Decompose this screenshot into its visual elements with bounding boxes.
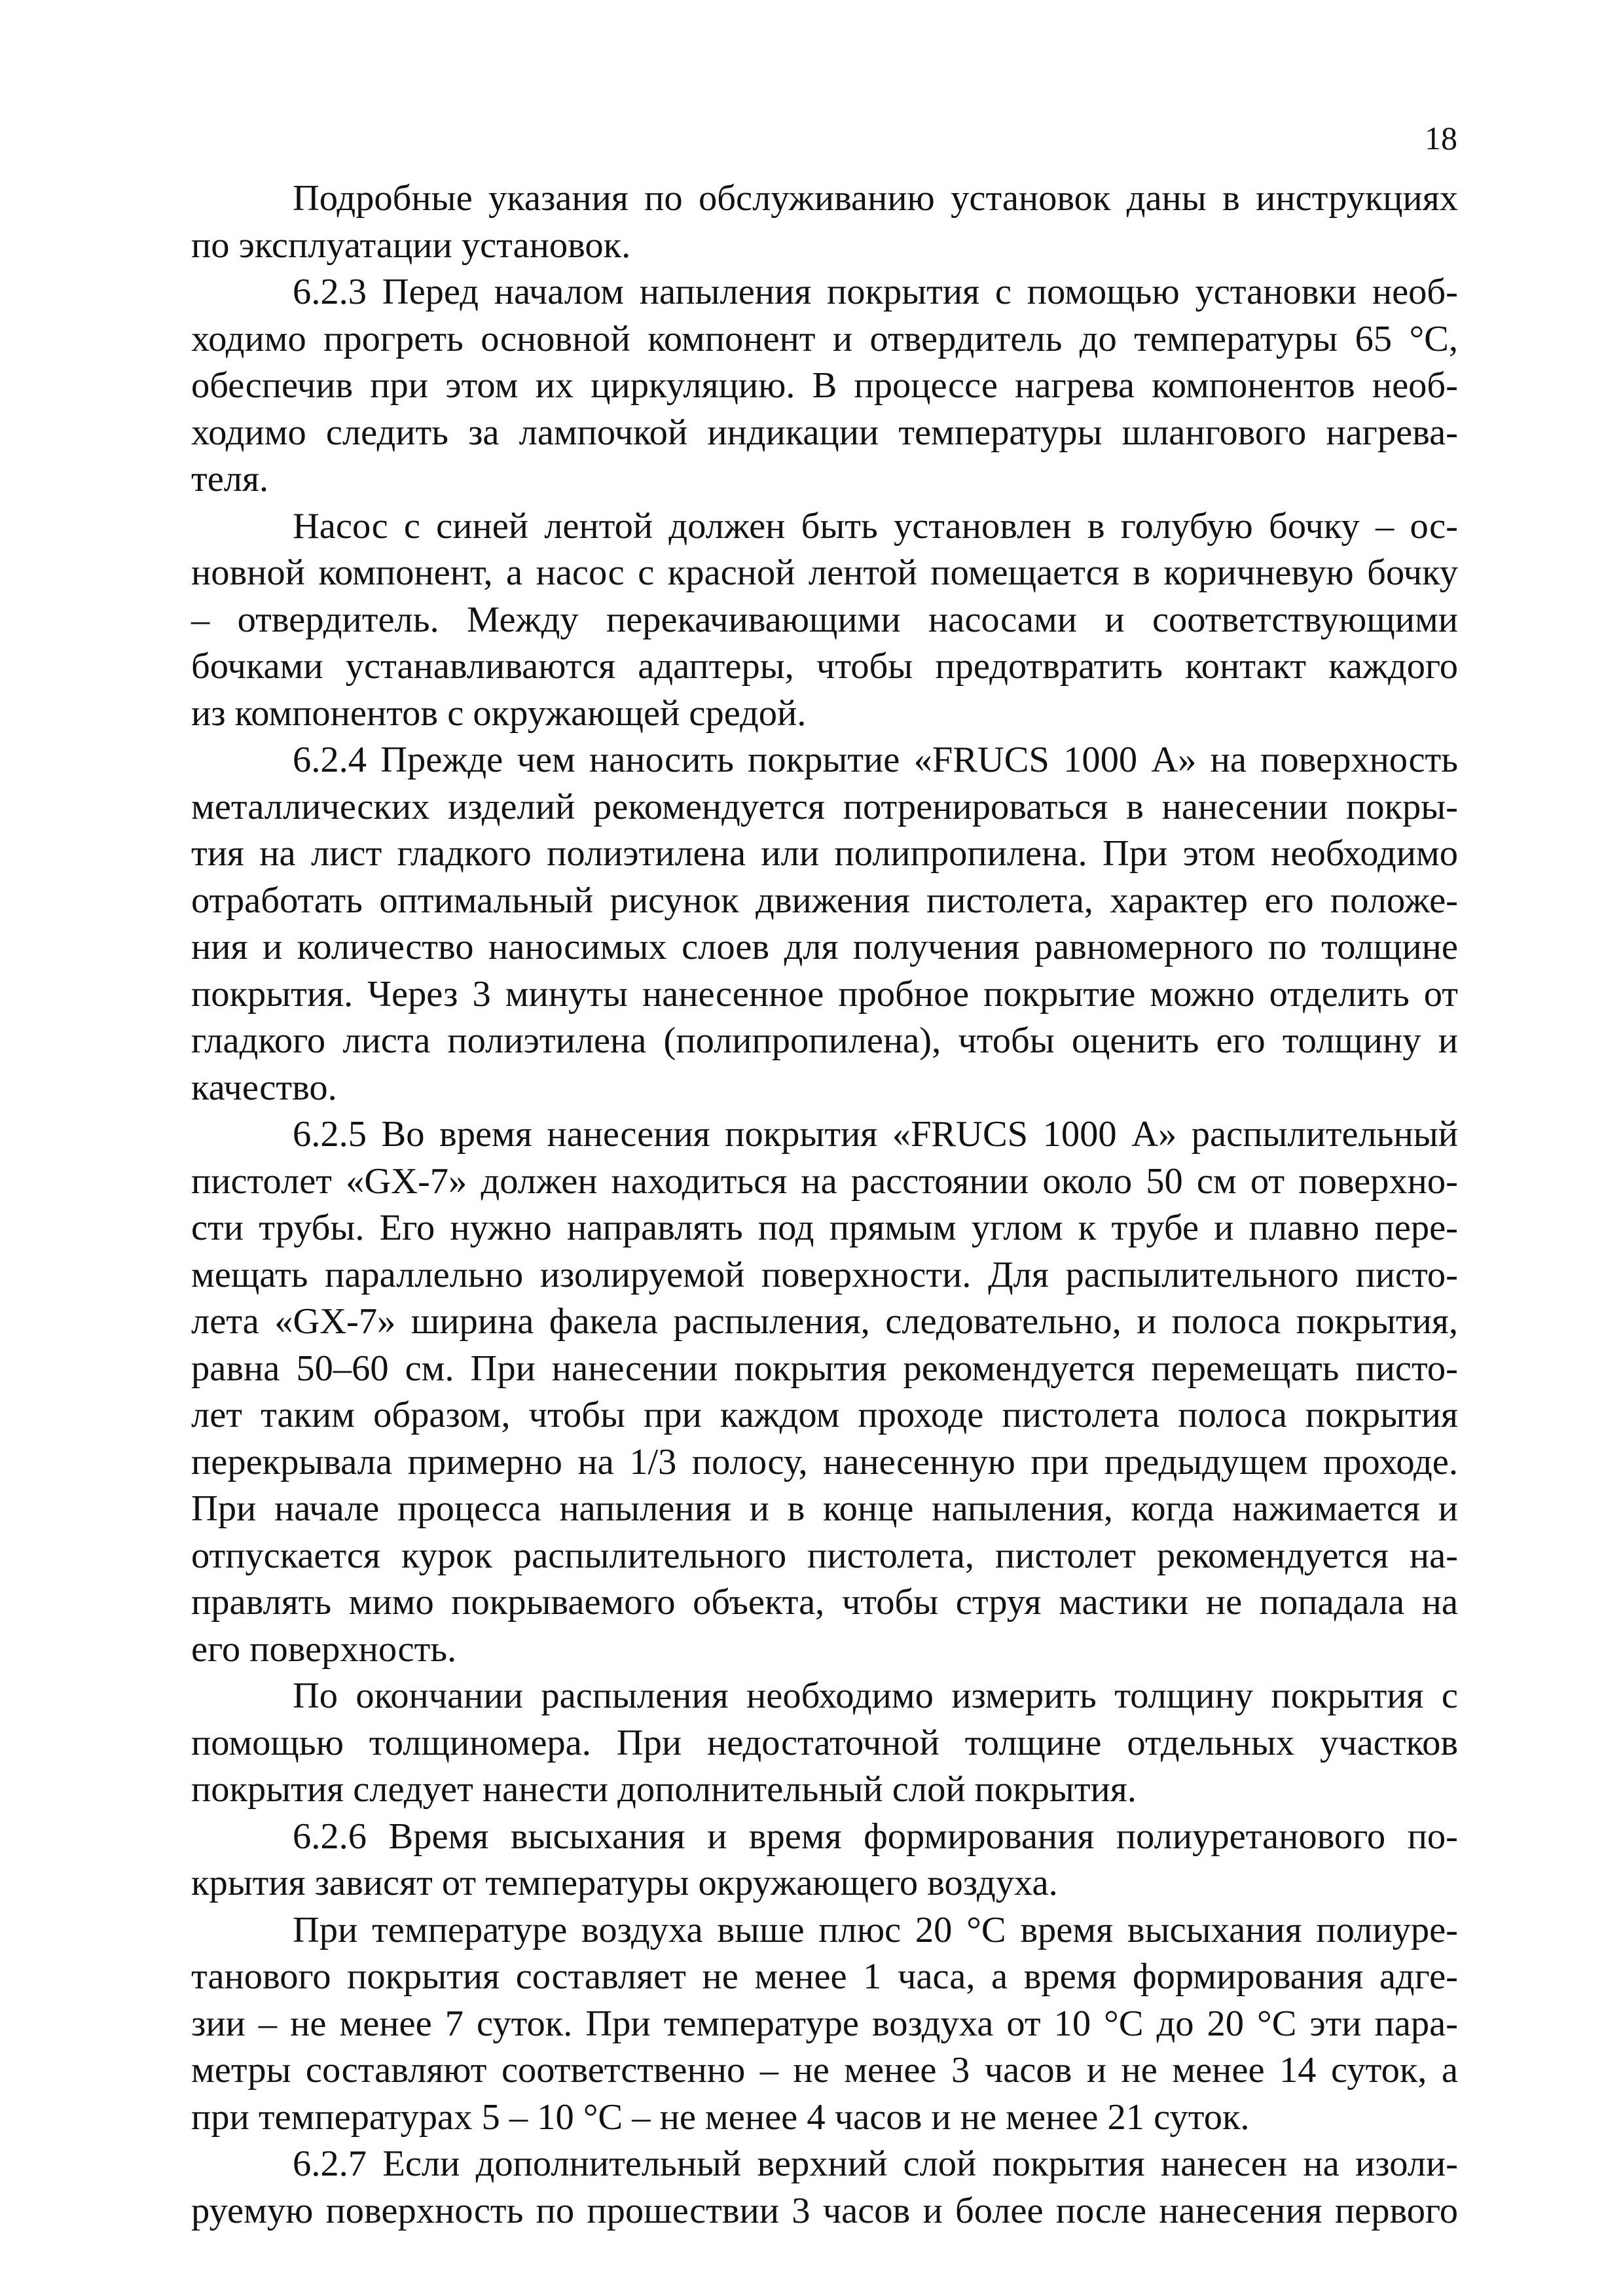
text-line: новной компонент, а насос с красной лентой помещается в коричневую бочку xyxy=(191,552,1458,593)
paragraph-thickness-check xyxy=(191,1673,1458,1814)
text-line: ходимо прогреть основной компонент и отвердитель до температуры 65 °С, xyxy=(191,318,1458,359)
text-line: 6.2.3 Перед началом напыления покрытия с помощью установки необ- xyxy=(293,272,1458,312)
text-line: руемую поверхность по прошествии 3 часов и более после нанесения первого xyxy=(191,2190,1458,2231)
paragraph-6-2-6 xyxy=(191,1814,1458,1907)
text-line: перекрывала примерно на 1/3 полосу, нанесенную при предыдущем проходе. xyxy=(191,1441,1458,1482)
text-line: 6.2.6 Время высыхания и время формирования полиуретанового по- xyxy=(293,1816,1458,1857)
text-line: Насос с синей лентой должен быть установлен в голубую бочку – ос- xyxy=(293,505,1458,547)
text-line: крытия зависят от температуры окружающего воздуха. xyxy=(191,1863,1058,1903)
text-line: При начале процесса напыления и в конце напыления, когда нажимается и xyxy=(191,1488,1458,1529)
text-line: 6.2.4 Прежде чем наносить покрытие «FRUCS 1000 А» на поверхность xyxy=(293,740,1458,780)
text-line: отработать оптимальный рисунок движения пистолета, характер его положе- xyxy=(191,880,1458,921)
text-line: теля. xyxy=(191,459,269,499)
page-number: 18 xyxy=(1425,120,1457,156)
text-line: ходимо следить за лампочкой индикации температуры шлангового нагрева- xyxy=(191,412,1458,453)
text-line: При температуре воздуха выше плюс 20 °С время высыхания полиуре- xyxy=(293,1909,1458,1950)
text-line: пистолет «GX-7» должен находиться на расстоянии около 50 см от поверхно- xyxy=(191,1160,1458,1202)
text-line: его поверхность. xyxy=(191,1628,457,1670)
text-line: равна 50–60 см. При нанесении покрытия рекомендуется перемещать писто- xyxy=(191,1348,1458,1389)
text-line: лет таким образом, чтобы при каждом проходе пистолета полоса покрытия xyxy=(191,1395,1458,1435)
text-line: покрытия следует нанести дополнительный слой покрытия. xyxy=(191,1769,1137,1810)
text-line: Подробные указания по обслуживанию установок даны в инструкциях xyxy=(293,178,1458,219)
text-line: тия на лист гладкого полиэтилена или полипропилена. При этом необходимо xyxy=(191,833,1458,874)
text-line: при температурах 5 – 10 °С – не менее 4 часов и не менее 21 суток. xyxy=(191,2096,1250,2138)
paragraph-6-2-3 xyxy=(191,269,1458,503)
text-line: бочками устанавливаются адаптеры, чтобы предотвратить контакт каждого xyxy=(191,646,1458,687)
paragraph-6-2-7 xyxy=(191,2141,1458,2234)
text-line: металлических изделий рекомендуется потренироваться в нанесении покры- xyxy=(191,786,1458,827)
text-line: правлять мимо покрываемого объекта, чтобы струя мастики не попадала на xyxy=(191,1582,1458,1623)
text-line: 6.2.5 Во время нанесения покрытия «FRUCS 1000 А» распылительный xyxy=(293,1114,1458,1155)
text-line: 6.2.7 Если дополнительный верхний слой покрытия нанесен на изоли- xyxy=(293,2144,1458,2184)
text-line: зии – не менее 7 суток. При температуре воздуха от 10 °С до 20 °С эти пара- xyxy=(191,2003,1458,2044)
text-line: отпускается курок распылительного пистолета, пистолет рекомендуется на- xyxy=(191,1535,1458,1576)
paragraph-pumps xyxy=(191,503,1458,738)
text-line: гладкого листа полиэтилена (полипропилена), чтобы оценить его толщину и xyxy=(191,1020,1458,1061)
text-line: ния и количество наносимых слоев для получения равномерного по толщине xyxy=(191,927,1458,967)
text-line: мещать параллельно изолируемой поверхности. Для распылительного писто- xyxy=(191,1254,1458,1295)
text-line: танового покрытия составляет не менее 1 часа, а время формирования адге- xyxy=(191,1956,1458,1997)
text-line: обеспечив при этом их циркуляцию. В процессе нагрева компонентов необ- xyxy=(191,365,1458,406)
text-line: качество. xyxy=(191,1067,337,1108)
body-text xyxy=(191,175,1458,2234)
paragraph-maintenance-instructions xyxy=(191,175,1458,269)
paragraph-6-2-4 xyxy=(191,737,1458,1111)
paragraph-drying-times xyxy=(191,1907,1458,2142)
text-line: сти трубы. Его нужно направлять под прямым углом к трубе и плавно пере- xyxy=(191,1208,1458,1248)
text-line: лета «GX-7» ширина факела распыления, следовательно, и полоса покрытия, xyxy=(191,1301,1458,1342)
text-line: По окончании распыления необходимо измерить толщину покрытия с xyxy=(293,1676,1458,1716)
text-line: помощью толщиномера. При недостаточной толщине отдельных участков xyxy=(191,1722,1458,1763)
text-line: метры составляют соответственно – не менее 3 часов и не менее 14 суток, а xyxy=(191,2050,1458,2090)
text-line: по эксплуатации установок. xyxy=(191,224,631,266)
paragraph-6-2-5 xyxy=(191,1111,1458,1673)
text-line: – отвердитель. Между перекачивающими насосами и соответствующими xyxy=(191,599,1458,640)
text-line: из компонентов с окружающей средой. xyxy=(191,692,807,734)
text-line: покрытия. Через 3 минуты нанесенное пробное покрытие можно отделить от xyxy=(191,973,1458,1014)
